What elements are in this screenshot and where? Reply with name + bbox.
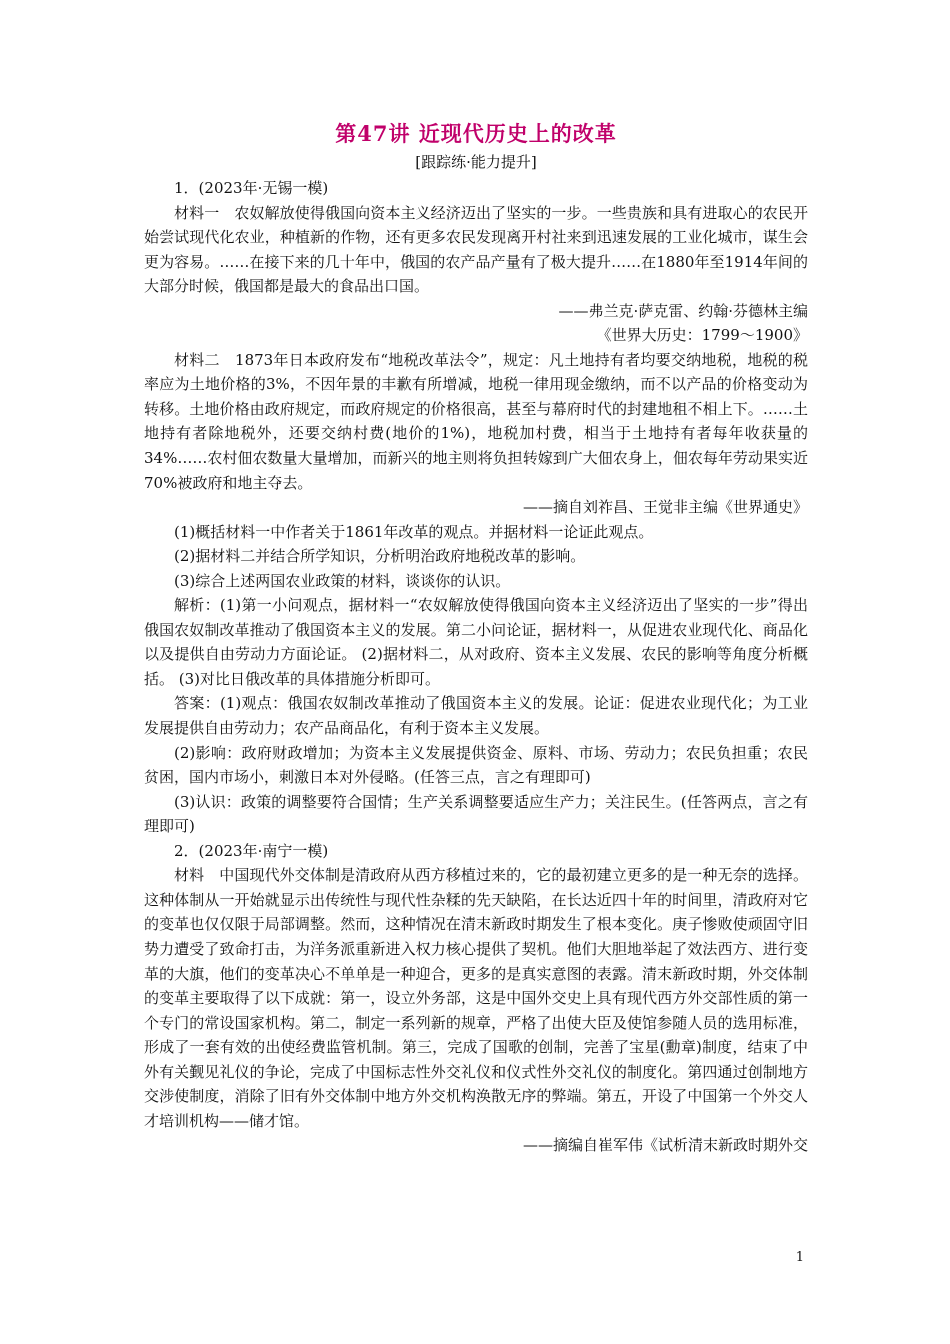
page-title: 第47讲 近现代历史上的改革 — [335, 121, 617, 146]
question-1-material-1: 材料一 农奴解放使得俄国向资本主义经济迈出了坚实的一步。一些贵族和具有进取心的农民开始尝试现代化农业，种植新的作物，还有更多农民发现离开村社来到迅速发展的工业化城市，谋生会更为容易。……在接下来的几十年中，俄国的农产品产量有了极大提升……在1880年至1914年间的大部分时候，俄国都是最大的食品出口国。 — [144, 203, 808, 296]
question-1-subquestion: (2)据材料二并结合所学知识，分析明治政府地税改革的影响。 — [174, 547, 586, 566]
question-2-material: 材料 中国现代外交体制是清政府从西方移植过来的，它的最初建立更多的是一种无奈的选择。这种体制从一开始就显示出传统性与现代性杂糅的先天缺陷，在长达近四十年的时间里，清政府对它的变革也仅仅限于局部调整。然而，这种情况在清末新政时期发生了根本变化。庚子惨败使顽固守旧势力遭受了致命打击，为洋务派重新进入权力核心提供了契机。他们大胆地举起了效法西方、进行变革的大旗，他们的变革决心不单单是一种迎合，更多的是真实意图的表露。清末新政时期，外交体制的变革主要取得了以下成就：第一，设立外务部，这是中国外交史上具有现代西方外交部性质的第一个专门的常设国家机构。第二，制定一系列新的规章，严格了出使大臣及使馆参随人员的选用标准，形成了一套有效的出使经费监管机制。第三，完成了国歌的创制，完善了宝星(勳章)制度，结束了中外有关觐见礼仪的争论，完成了中国标志性外交礼仪和仪式性外交礼仪的制度化。第四通过创制地方交涉使制度，消除了旧有外交体制中地方外交机构涣散无序的弊端。第五，开设了中国第一个外交人才培训机构——储才馆。 — [144, 866, 808, 1130]
question-1-answer: 答案：(1)观点：俄国农奴制改革推动了俄国资本主义的发展。论证：促进农业现代化；为工业发展提供自由劳动力；农产品商品化，有利于资本主义发展。 — [144, 694, 808, 738]
question-1-analysis: 解析：(1)第一小问观点，据材料一“农奴解放使得俄国向资本主义经济迈出了坚实的一步”得出俄国农奴制改革推动了俄国资本主义的发展。第二小问论证，据材料一，从促进农业现代化、商品化以及提供自由劳动力方面论证。 (2)据材料二，从对政府、资本主义发展、农民的影响等角度分析概括。 (3)对比日俄改革的具体措施分析即可。 — [144, 596, 808, 688]
question-1-material-1-source-author: ——弗兰克·萨克雷、约翰·芬德林主编 — [558, 301, 808, 320]
question-1-material-1-source-book: 《世界大历史：1799～1900》 — [596, 326, 808, 345]
question-1-material-2-source: ——摘自刘祚昌、王觉非主编《世界通史》 — [522, 498, 808, 517]
document-page — [144, 118, 808, 1158]
page-number-label: 1 — [795, 1250, 804, 1265]
question-1-number: 1．(2023年·无锡一模) — [174, 179, 329, 197]
question-2-number: 2．(2023年·南宁一模) — [174, 841, 329, 860]
question-1-subquestion: (1)概括材料一中作者关于1861年改革的观点。并据材料一论证此观点。 — [174, 522, 654, 541]
question-1-answer: (3)认识：政策的调整要符合国情；生产关系调整要适应生产力；关注民生。(任答两点，言之有理即可) — [144, 792, 808, 836]
question-1-material-2: 材料二 1873年日本政府发布“地税改革法令”，规定：凡土地持有者均要交纳地税，地税的税率应为土地价格的3%，不因年景的丰歉有所增减，地税一律用现金缴纳，而不以产品的价格变动为转移。土地价格由政府规定，而政府规定的价格很高，甚至与幕府时代的封建地租不相上下。……土地持有者除地税外，还要交纳村费(地价的1%)，地税加村费，相当于土地持有者每年收获量的34%……农村佃农数量大量增加，而新兴的地主则将负担转嫁到广大佃农身上，佃农每年劳动果实近70%被政府和地主夺去。 — [144, 350, 808, 492]
question-2-material-source: ——摘编自崔军伟《试析清末新政时期外交 — [522, 1136, 808, 1155]
page-number — [0, 1250, 950, 1265]
page-subtitle: [跟踪练·能力提升] — [415, 153, 537, 171]
question-1-answer: (2)影响：政府财政增加；为资本主义发展提供资金、原料、市场、劳动力；农民负担重；农民贫困，国内市场小，刺激日本对外侵略。(任答三点，言之有理即可) — [144, 743, 808, 787]
question-1-subquestion: (3)综合上述两国农业政策的材料，谈谈你的认识。 — [174, 571, 511, 590]
